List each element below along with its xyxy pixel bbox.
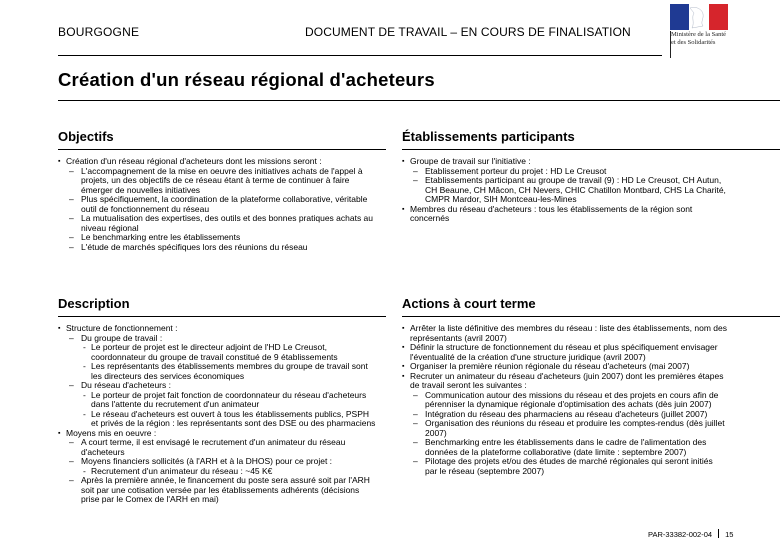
region-label: BOURGOGNE: [58, 25, 140, 39]
bullet-level-3: - Le réseau d'acheteurs est ouvert à tous les établissements publics, PSPH et privés de la région : les représentants sont des DSE ou des pharmaciens: [58, 410, 376, 429]
document-status: DOCUMENT DE TRAVAIL – EN COURS DE FINALISATION: [305, 25, 631, 39]
section-rule-etablissements: [402, 149, 780, 150]
bullet-level-2: – Communication autour des missions du réseau et des projets en cours afin de pérenniser la dynamique régionale d'optimisation des achats (dès juin 2007): [402, 391, 727, 410]
bullet-level-2: – Benchmarking entre les établissements dans le cadre de l'alimentation des données de la plateforme collaborative (date limite : septembre 2007): [402, 438, 727, 457]
bullet-level-2: – Du groupe de travail :: [58, 334, 376, 344]
section-title-description: Description: [58, 296, 130, 311]
page-number: 15: [725, 530, 734, 539]
bullet-level-2: – Le benchmarking entre les établissements: [58, 233, 376, 243]
section-rule-description: [58, 316, 386, 317]
bullet-level-2: – Moyens financiers sollicités (à l'ARH et à la DHOS) pour ce projet :: [58, 457, 376, 467]
bullet-level-1: ▪ Membres du réseau d'acheteurs : tous les établissements de la région sont concernés: [402, 205, 730, 224]
ministry-name-line-1: Ministère de la Santé: [671, 31, 727, 38]
bullet-level-2: – La mutualisation des expertises, des outils et des bonnes pratiques achats au niveau régional: [58, 214, 376, 233]
flag-red: [709, 4, 728, 30]
bullet-level-1: ▪ Groupe de travail sur l'initiative :: [402, 157, 730, 167]
bullet-level-2: – Intégration du réseau des pharmaciens au réseau d'acheteurs (juillet 2007): [402, 410, 727, 420]
section-title-objectifs: Objectifs: [58, 129, 114, 144]
bullet-level-1: ▪ Organiser la première réunion régionale du réseau d'acheteurs (mai 2007): [402, 362, 727, 372]
page-footer: [648, 529, 733, 539]
bullet-level-2: – Etablissements participant au groupe de travail (9) : HD Le Creusot, CH Autun, CH Beaune, CH Mâcon, CH Nevers, CHIC Chatillon Montbard, CHS La Charité, CMPR Mardor, SIH Montceau-les-Mines: [402, 176, 730, 205]
ministry-logo: [670, 4, 728, 60]
bullet-level-1: ▪ Recruter un animateur du réseau d'acheteurs (juin 2007) dont les premières étapes de travail seront les suivantes :: [402, 372, 727, 391]
objectifs-list: [58, 157, 376, 252]
header-rule: [58, 55, 662, 56]
bullet-level-3: - Le porteur de projet fait fonction de coordonnateur du réseau d'acheteurs dans l'attente du recrutement d'un animateur: [58, 391, 376, 410]
section-title-etablissements: Établissements participants: [402, 129, 575, 144]
bullet-level-3: - Recrutement d'un animateur du réseau : ~45 K€: [58, 467, 376, 477]
bullet-level-2: – A court terme, il est envisagé le recrutement d'un animateur du réseau d'acheteurs: [58, 438, 376, 457]
bullet-level-2: – Après la première année, le financement du poste sera assuré soit par l'ARH soit par une cotisation versée par les établissements adhérents (décisions prise par le Comex de l'ARH en mai): [58, 476, 376, 505]
description-list: [58, 324, 376, 505]
title-rule: [58, 100, 780, 101]
bullet-level-1: ▪ Moyens mis en oeuvre :: [58, 429, 376, 439]
flag-blue: [670, 4, 689, 30]
section-title-actions: Actions à court terme: [402, 296, 536, 311]
document-reference: PAR-33382-002-04: [648, 530, 713, 539]
section-rule-actions: [402, 316, 780, 317]
page-title: Création d'un réseau régional d'acheteurs: [58, 69, 435, 90]
footer-separator: [718, 529, 719, 538]
bullet-level-3: - Le porteur de projet est le directeur adjoint de l'HD Le Creusot, coordonnateur du groupe de travail constitué de 9 établissements: [58, 343, 376, 362]
actions-list: [402, 324, 727, 476]
bullet-level-2: – Etablissement porteur du projet : HD Le Creusot: [402, 167, 730, 177]
bullet-level-2: – Plus spécifiquement, la coordination de la plateforme collaborative, véritable outil de fonctionnement du réseau: [58, 195, 376, 214]
bullet-level-2: – Du réseau d'acheteurs :: [58, 381, 376, 391]
bullet-level-1: ▪ Arrêter la liste définitive des membres du réseau : liste des établissements, nom des représentants (avril 2007): [402, 324, 727, 343]
bullet-level-2: – Pilotage des projets et/ou des études de marché régionales qui seront initiés par le réseau (septembre 2007): [402, 457, 727, 476]
bullet-level-2: – L'accompagnement de la mise en oeuvre des initiatives achats de l'appel à projets, un des objectifs de ce réseau étant à terme de continuer à faire émerger de nouvelles initiatives: [58, 167, 376, 196]
ministry-name: [671, 31, 729, 46]
etablissements-list: [402, 157, 730, 224]
bullet-level-3: - Les représentants des établissements membres du groupe de travail sont les directeurs des services économiques: [58, 362, 376, 381]
section-rule-objectifs: [58, 149, 386, 150]
bullet-level-2: – L'étude de marchés spécifiques lors des réunions du réseau: [58, 243, 376, 253]
bullet-level-1: ▪ Définir la structure de fonctionnement du réseau et plus spécifiquement envisager l'éventualité de la création d'une structure juridique (avril 2007): [402, 343, 727, 362]
bullet-level-1: ▪ Structure de fonctionnement :: [58, 324, 376, 334]
ministry-name-line-2: et des Solidarités: [671, 38, 716, 46]
marianne-flag-icon: [670, 4, 728, 30]
bullet-level-1: ▪ Création d'un réseau régional d'acheteurs dont les missions seront :: [58, 157, 376, 167]
bullet-level-2: – Organisation des réunions du réseau et produire les comptes-rendus (dès juillet 2007): [402, 419, 727, 438]
